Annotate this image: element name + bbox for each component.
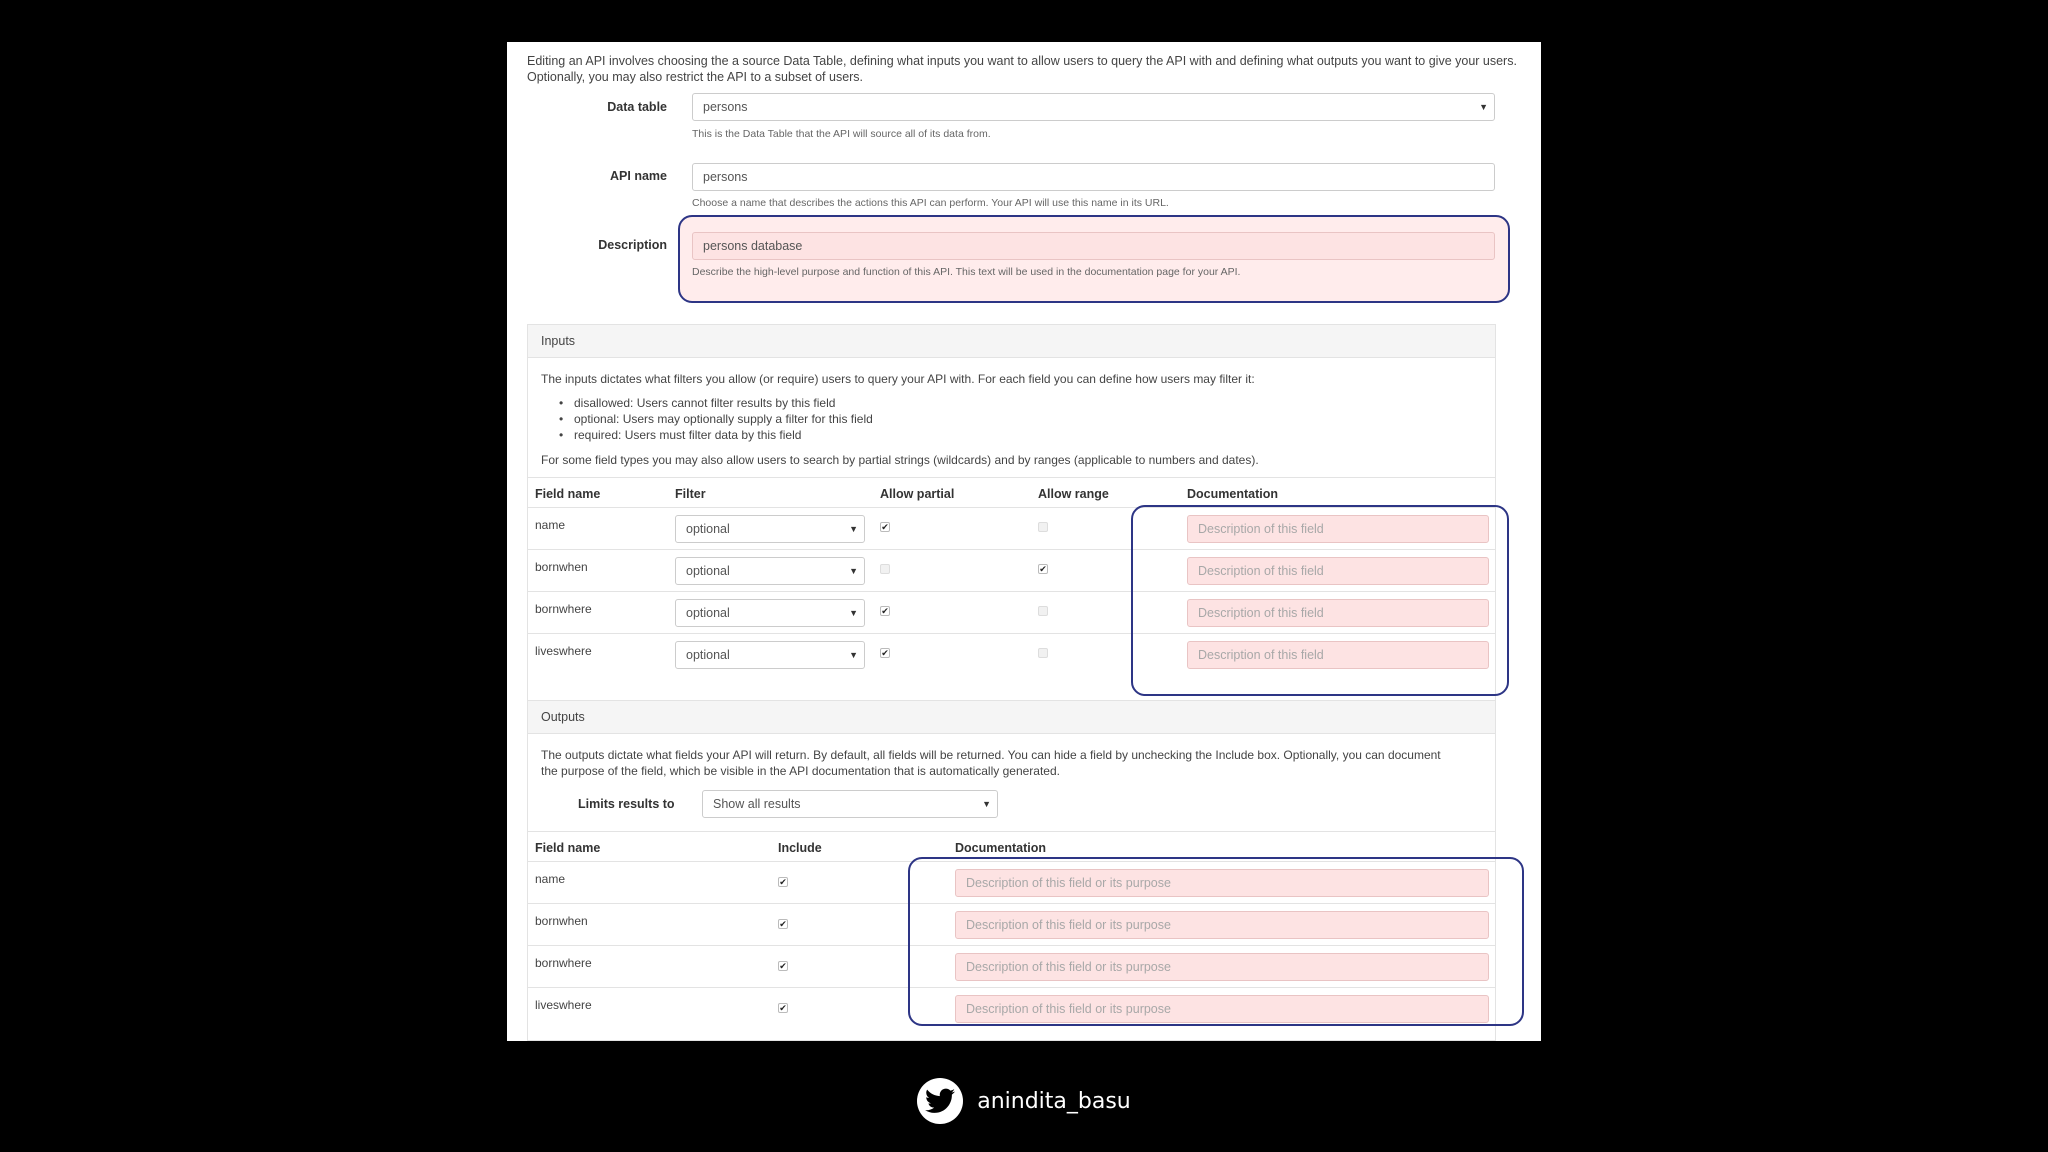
inputs-title: Inputs [528,325,1495,358]
field-name: liveswhere [535,644,592,658]
bullet-required: • required: Users must filter data by this field [574,428,801,442]
api-editor-panel [507,42,1541,1041]
description-value: persons database [703,239,803,253]
filter-value: optional [686,522,730,536]
filter-value: optional [686,606,730,620]
outputs-title: Outputs [528,701,1495,734]
intro-text: Editing an API involves choosing the a source Data Table, defining what inputs you want to allow users to query the API with and defining what outputs you want to give your users. Optionally, you may also restrict the API to a subset of users. [527,54,1517,84]
field-doc-input[interactable]: Description of this field [1187,557,1489,585]
bullet-disallowed: • disallowed: Users cannot filter results by this field [574,396,835,410]
allow-partial-checkbox[interactable]: ✔ [881,522,889,532]
bullet-optional: • optional: Users may optionally supply a filter for this field [574,412,873,426]
description-help: Describe the high-level purpose and function of this API. This text will be used in the documentation page for your API. [692,266,1241,278]
chevron-down-icon: ▼ [982,799,991,809]
field-name: liveswhere [535,998,592,1012]
inputs-description: The inputs dictates what filters you allow (or require) users to query your API with. For each field you can define how users may filter it: [541,372,1255,386]
output-doc-input[interactable]: Description of this field or its purpose [955,995,1489,1023]
field-name: name [535,872,566,886]
chevron-down-icon: ▼ [849,566,858,576]
api-name-input[interactable] [692,163,1495,191]
field-name: bornwhen [535,560,588,574]
outputs-header-doc: Documentation [955,841,1046,855]
filter-select[interactable] [675,515,865,543]
output-doc-input[interactable]: Description of this field or its purpose [955,911,1489,939]
outputs-doc-highlight [908,857,1524,1026]
data-table-select[interactable] [692,93,1495,121]
twitter-bird-icon [917,1078,963,1124]
filter-value: optional [686,564,730,578]
inputs-header-doc: Documentation [1187,487,1278,501]
filter-select[interactable] [675,599,865,627]
chevron-down-icon: ▼ [849,524,858,534]
api-name-help: Choose a name that describes the actions this API can perform. Your API will use this name in its URL. [692,197,1169,209]
inputs-header-field: Field name [535,487,601,501]
chevron-down-icon: ▼ [1479,102,1488,112]
chevron-down-icon: ▼ [849,608,858,618]
allow-range-checkbox[interactable] [1038,606,1048,616]
description-input[interactable] [692,232,1495,260]
limit-label: Limits results to [578,797,675,811]
field-name: bornwhere [535,602,592,616]
output-doc-input[interactable]: Description of this field or its purpose [955,869,1489,897]
api-name-label: API name [610,169,667,183]
field-doc-input[interactable]: Description of this field [1187,515,1489,543]
api-name-value: persons [703,170,748,184]
include-checkbox[interactable]: ✔ [779,961,787,971]
allow-partial-checkbox[interactable] [880,564,890,574]
outputs-header-field: Field name [535,841,601,855]
field-name: bornwhere [535,956,592,970]
filter-value: optional [686,648,730,662]
table-divider [528,477,1495,478]
twitter-handle: anindita_basu [977,1088,1131,1114]
allow-partial-checkbox[interactable]: ✔ [881,606,889,616]
filter-select[interactable] [675,641,865,669]
limit-results-select[interactable] [702,790,998,818]
field-doc-input[interactable]: Description of this field [1187,599,1489,627]
allow-range-checkbox[interactable]: ✔ [1039,564,1047,574]
outputs-description: The outputs dictate what fields your API will return. By default, all fields will be returned. You can hide a field by unchecking the Include box. Optionally, you can document the purpose of the field, which be visible in the API documentation that is automatically generated. [541,748,1441,778]
inputs-note: For some field types you may also allow users to search by partial strings (wildcards) and by ranges (applicable to numbers and dates). [541,453,1259,467]
field-doc-input[interactable]: Description of this field [1187,641,1489,669]
include-checkbox[interactable]: ✔ [779,877,787,887]
include-checkbox[interactable]: ✔ [779,919,787,929]
data-table-value: persons [703,100,748,114]
output-doc-input[interactable]: Description of this field or its purpose [955,953,1489,981]
inputs-doc-highlight [1131,505,1509,696]
filter-select[interactable] [675,557,865,585]
outputs-header-include: Include [778,841,822,855]
allow-range-checkbox[interactable] [1038,522,1048,532]
inputs-header-partial: Allow partial [880,487,955,501]
inputs-header-range: Allow range [1038,487,1109,501]
inputs-header-filter: Filter [675,487,706,501]
field-name: bornwhen [535,914,588,928]
description-label: Description [598,238,667,252]
data-table-help: This is the Data Table that the API will source all of its data from. [692,128,991,140]
include-checkbox[interactable]: ✔ [779,1003,787,1013]
table-divider [528,831,1495,832]
limit-value: Show all results [713,797,801,811]
data-table-label: Data table [607,100,667,114]
allow-range-checkbox[interactable] [1038,648,1048,658]
footer [0,1078,2048,1124]
chevron-down-icon: ▼ [849,650,858,660]
allow-partial-checkbox[interactable]: ✔ [881,648,889,658]
field-name: name [535,518,566,532]
